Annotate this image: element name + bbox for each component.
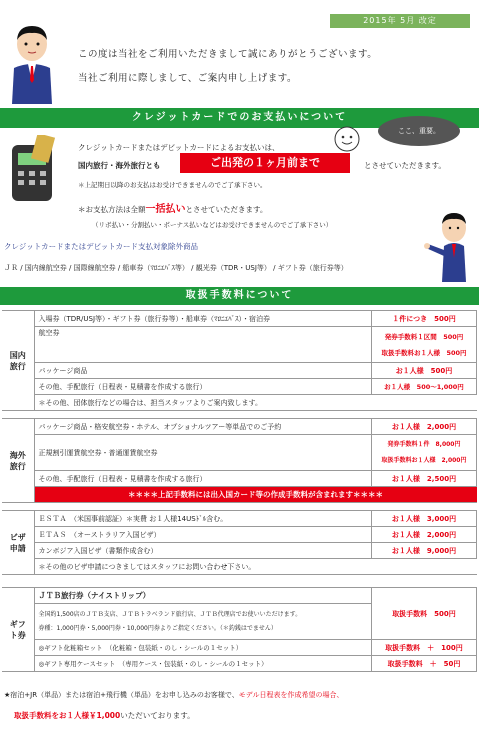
credit-deadline-note: ＊上記期日以降のお支払はお受けできませんのでご了承下さい。 [78,181,267,189]
gift-item-1: ◎ギフト化粧箱セット （化粧箱・包装紙・のし・シールの１セット） [34,640,372,656]
lump-sum-emphasis: 一括払い [145,204,186,215]
revision-date: 2015年 5月 改定 [330,14,470,28]
domestic-fee-2b: 取扱手数料お１人様 500円 [381,348,467,357]
intro-line-2: 当社ご利用に際しまして、ご案内申し上げます。 [78,73,298,84]
footer-line-1-b: モデル日程表を作成希望の場合、 [238,691,344,699]
lump-sum-prefix: ＊お支払方法は全額 [78,205,146,214]
overseas-item-1: パッケージ商品・格安航空券・ホテル、オプショナルツアー等単品でのご予約 [34,419,372,435]
gift-desc-1: 全国約1,500店のＪＴＢ支店、ＪＴＢトラベランド旅行店、ＪＴＢ代理店でお使いいただけます。 [38,610,302,618]
card-terminal-illustration [4,135,64,205]
domestic-item-1: 入場券（TDR/USJ等）・ギフト券（旅行券等）・船車券（ﾏﾛﾆｴﾊﾞｽ）・宿泊券 [34,311,372,327]
lump-sum-line [78,200,267,215]
credit-line-2-suffix: とさせていただきます。 [364,161,446,170]
domestic-note: ＊その他、団体旅行などの場合は、担当スタッフよりご案内致します。 [34,395,477,411]
exclusion-list: ＪＲ / 国内線航空券 / 国際線航空券 / 船車券（ﾏﾛﾆｴﾊﾞｽ等） / 観光券（TDR・USJ等） / ギフト券（旅行券等） [4,264,348,272]
smiley-face-icon [332,124,362,154]
domestic-category-label: 国内旅行 [2,311,34,411]
visa-fee-2: お１人様 2,000円 [372,527,477,543]
exclusion-title: クレジットカードまたはデビットカード支払対象除外商品 [4,242,199,251]
lump-sum-suffix: とさせていただきます。 [185,205,268,214]
visa-item-2: ＥＴＡＳ （オーストラリア入国ビザ） [34,527,372,543]
important-speech-bubble: ここ、重要。 [378,116,460,146]
gift-fee-1: 取扱手数料 ＋ 100円 [372,640,477,656]
lump-sum-note: （リボ払い・分割払い・ボーナス払いなどはお受けできませんのでご了承下さい） [92,221,333,229]
visa-fee-3: お１人様 9,000円 [372,543,477,559]
visa-note: ＊その他のビザ申請につきましてはスタッフにお問い合わせ下さい。 [34,559,477,575]
footer-line-2 [14,710,195,721]
pointing-businessman-illustration [424,210,476,282]
footer-line-2-b: いただいております。 [120,711,195,720]
domestic-item-3: パッケージ商品 [34,363,372,379]
credit-line-2-prefix: 国内旅行・海外旅行とも [78,161,161,170]
overseas-fees-table [2,418,477,503]
departure-deadline-highlight: ご出発の１ヶ月前まで [180,153,350,173]
gift-item-2: ◎ギフト専用ケースセット （専用ケース・包装紙・のし・シールの１セット） [34,656,372,672]
gift-desc-2: 券種：1,000円券・5,000円券・10,000円券よりご指定ください。（＊釣銭はでません） [38,624,277,632]
visa-category-label: ビザ申請 [2,511,34,575]
gift-description [34,604,372,640]
domestic-item-2: 航空券 [34,327,372,363]
gift-fee-2: 取扱手数料 ＋ 50円 [372,656,477,672]
footer-line-1-a: ★宿泊+JR（単品）または宿泊+飛行機（単品）をお申し込みのお客様で、 [4,691,239,699]
gift-fee-main: 取扱手数料 500円 [372,588,477,640]
intro-line-1: この度は当社をご利用いただきまして誠にありがとうございます。 [78,49,378,60]
footer-line-1 [4,690,343,700]
overseas-fee-2a: 発券手数料１件 8,000円 [387,440,461,448]
visa-item-1: ＥＳＴＡ （米国事前認証）＊実費 お１人様14USﾄﾞﾙ含む。 [34,511,372,527]
domestic-fee-2a: 発券手数料１区間 500円 [384,332,464,341]
overseas-warning: ＊＊＊＊上記手数料には出入国カード等の作成手数料が含まれます＊＊＊＊ [34,487,477,503]
overseas-item-2: 正規割引運賃航空券・普通運賃航空券 [34,435,372,471]
overseas-fee-2 [372,435,477,471]
credit-line-1: クレジットカードまたはデビットカードによるお支払いは、 [78,143,280,152]
gift-fees-table [2,587,477,672]
domestic-fee-3: お１人様 500円 [372,363,477,379]
domestic-fee-4: お１人様 500～1,000円 [372,379,477,395]
visa-fee-1: お１人様 3,000円 [372,511,477,527]
footer-line-2-a: 取扱手数料をお１人様￥1,000 [14,711,121,720]
overseas-fee-3: お１人様 2,500円 [372,471,477,487]
gift-title: ＪＴＢ旅行券（ナイストリップ） [34,588,372,604]
domestic-fee-2 [372,327,477,363]
overseas-fee-2b: 取扱手数料お１人様 2,000円 [381,456,467,464]
overseas-category-label: 海外旅行 [2,419,34,503]
visa-item-3: カンボジア入国ビザ（書類作成含む） [34,543,372,559]
domestic-fee-1: １件につき 500円 [372,311,477,327]
credit-section-header: クレジットカードでのお支払いについて [0,108,479,128]
visa-fees-table [2,510,477,575]
businessman-illustration [6,22,58,104]
gift-category-label: ギフト券 [2,588,34,672]
overseas-item-3: その他、手配旅行（日程表・見積書を作成する旅行） [34,471,372,487]
domestic-fees-table [2,310,477,411]
domestic-item-4: その他、手配旅行（日程表・見積書を作成する旅行） [34,379,372,395]
overseas-fee-1: お１人様 2,000円 [372,419,477,435]
fees-section-header: 取扱手数料について [0,287,479,305]
